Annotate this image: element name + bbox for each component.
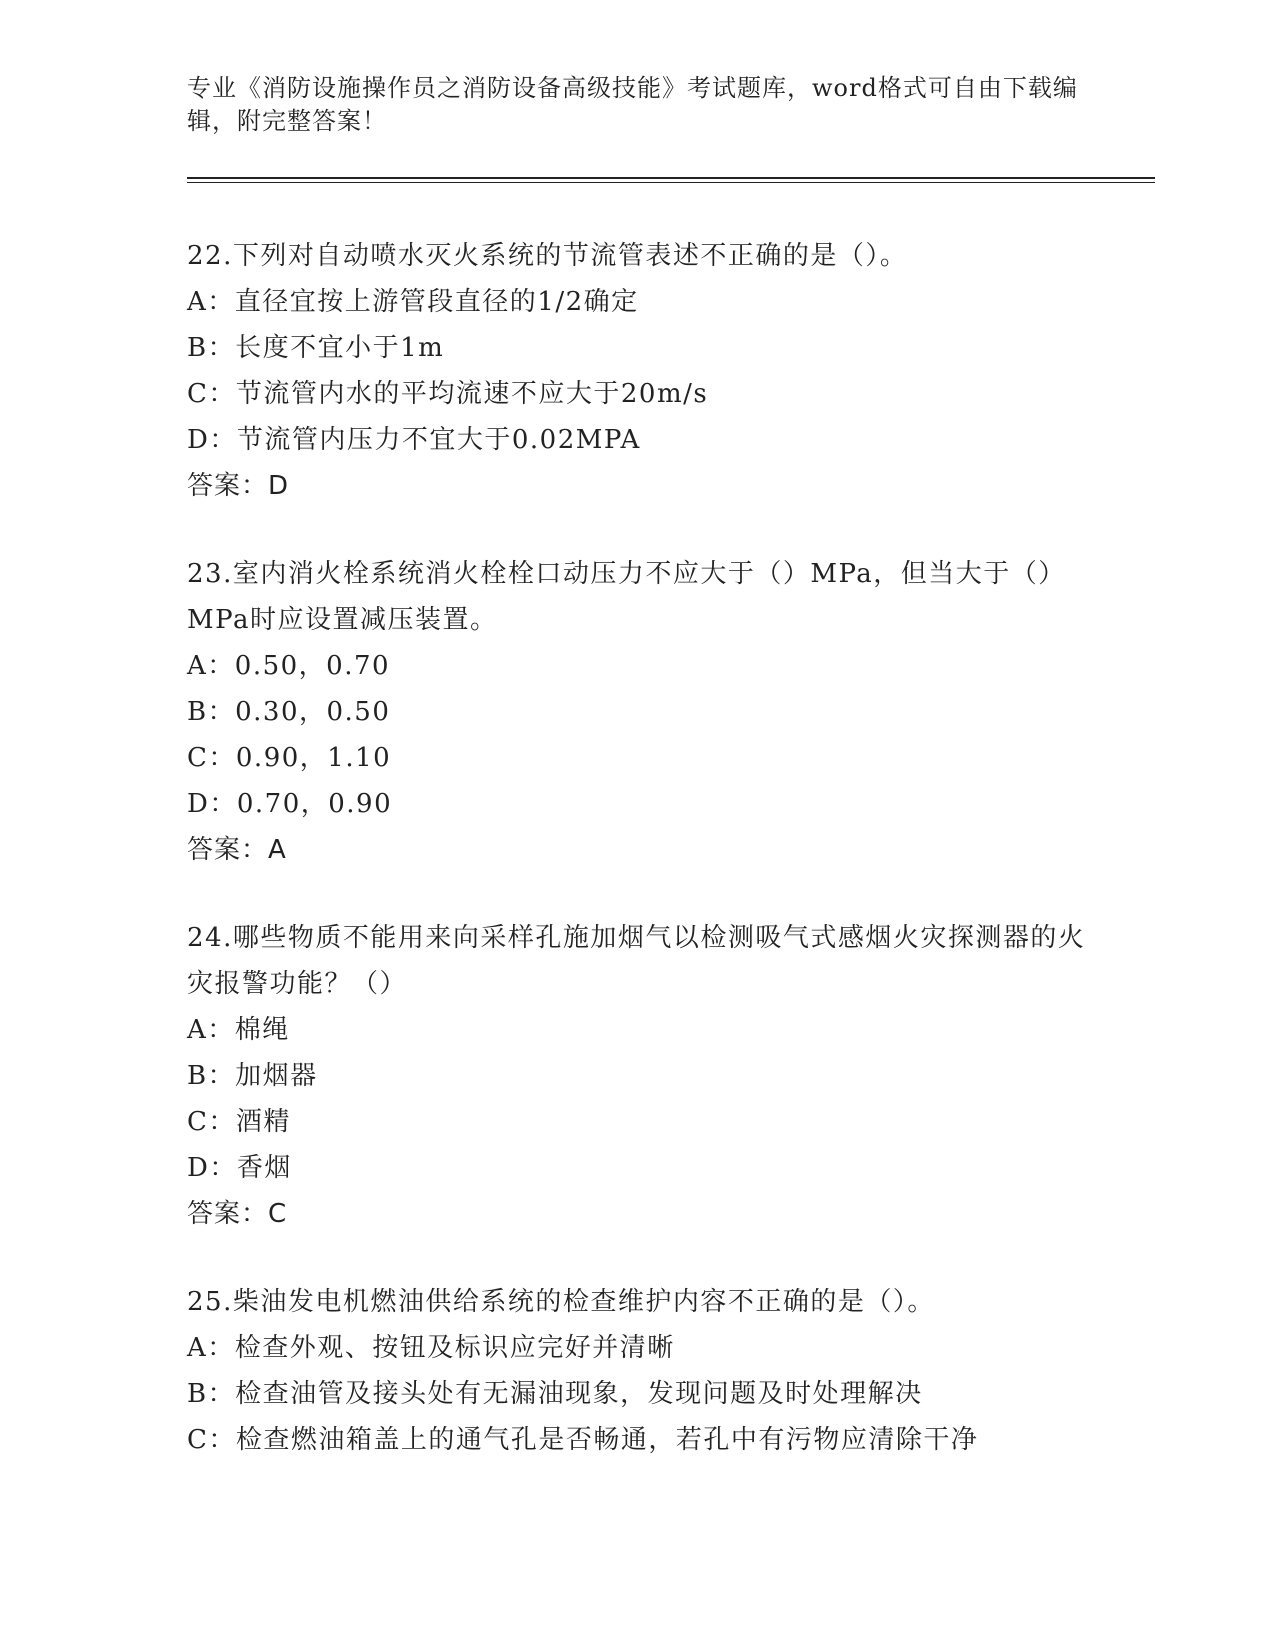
question-stem: 24.哪些物质不能用来向采样孔施加烟气以检测吸气式感烟火灾探测器的火灾报警功能？（） — [187, 923, 1086, 999]
option-c: C：0.90，1.10 — [187, 743, 392, 773]
question-stem: 25.柴油发电机燃油供给系统的检查维护内容不正确的是（）。 — [187, 1287, 935, 1317]
option-d: D：节流管内压力不宜大于0.02MPA — [187, 425, 641, 455]
header-divider-thick — [187, 177, 1155, 179]
answer-line: 答案：C — [187, 1199, 288, 1229]
option-b: B：加烟器 — [187, 1061, 318, 1091]
question-24 — [187, 915, 1107, 1237]
option-c: C：检查燃油箱盖上的通气孔是否畅通，若孔中有污物应清除干净 — [187, 1425, 979, 1455]
option-d: D：0.70，0.90 — [187, 789, 393, 819]
option-b: B：长度不宜小于1m — [187, 333, 445, 363]
option-d: D：香烟 — [187, 1153, 292, 1183]
question-22 — [187, 233, 1107, 509]
option-b: B：检查油管及接头处有无漏油现象，发现问题及时处理解决 — [187, 1379, 923, 1409]
answer-line: 答案：D — [187, 471, 290, 501]
document-header: 专业《消防设施操作员之消防设备高级技能》考试题库，word格式可自由下载编辑，附完整答案！ — [187, 74, 1078, 135]
option-a: A：直径宜按上游管段直径的1/2确定 — [187, 287, 639, 317]
option-a: A：0.50，0.70 — [187, 651, 391, 681]
question-stem: 22.下列对自动喷水灭火系统的节流管表述不正确的是（）。 — [187, 241, 908, 271]
question-25 — [187, 1279, 1107, 1463]
option-c: C：节流管内水的平均流速不应大于20m/s — [187, 379, 709, 409]
option-b: B：0.30，0.50 — [187, 697, 391, 727]
question-stem: 23.室内消火栓系统消火栓栓口动压力不应大于（）MPa，但当大于（）MPa时应设置减压装置。 — [187, 559, 1066, 635]
question-23 — [187, 551, 1107, 873]
option-c: C：酒精 — [187, 1107, 291, 1137]
option-a: A：棉绳 — [187, 1015, 290, 1045]
option-a: A：检查外观、按钮及标识应完好并清晰 — [187, 1333, 675, 1363]
question-list — [187, 233, 1107, 1505]
header-divider-thin — [187, 182, 1155, 183]
answer-line: 答案：A — [187, 835, 287, 865]
